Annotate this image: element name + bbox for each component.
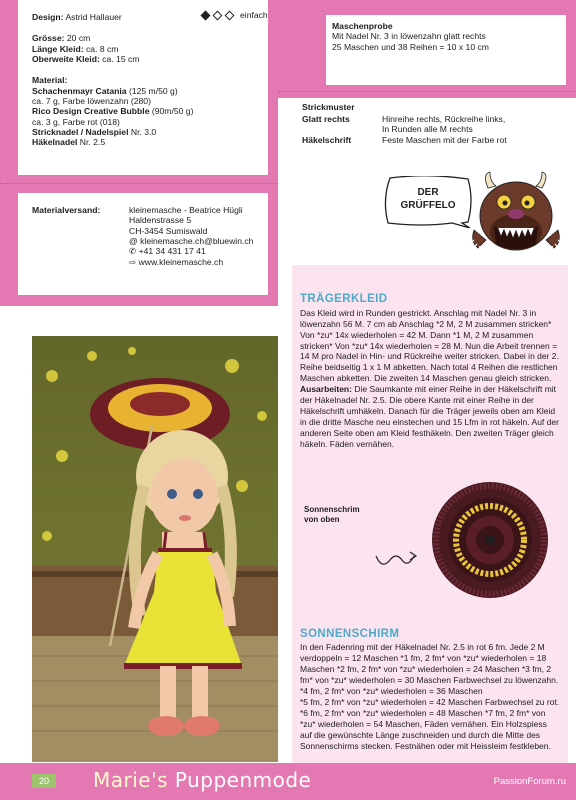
yarn1-detail: (125 m/50 g) (128, 85, 178, 96)
supplier-name: kleinemasche - Beatrice Hügli (129, 205, 243, 215)
magazine-title (93, 768, 311, 792)
top-width-value: ca. 15 cm (102, 53, 140, 64)
supplier-email[interactable]: @ kleinemasche.ch@bluewin.ch (129, 235, 254, 246)
pattern-value-crochet: Feste Maschen mit der Farbe rot (382, 134, 507, 145)
magazine-title-part1: Marie's (93, 768, 169, 792)
needle-label: Stricknadel / Nadelspiel (32, 126, 129, 137)
yarn1-row (32, 86, 268, 96)
pattern-value-stockinette-b: In Runden alle M rechts (382, 124, 473, 135)
pattern-label-crochet: Häkelschrift (302, 134, 352, 145)
gauge-box (326, 15, 566, 85)
top-width-row (32, 54, 268, 64)
doll-photo-image (32, 336, 278, 762)
difficulty-empty-icon (225, 10, 235, 20)
design-label: Design: (32, 12, 64, 22)
divider (0, 183, 278, 184)
pattern-label-stockinette: Glatt rechts (302, 114, 350, 124)
dress-length-value: ca. 8 cm (85, 43, 119, 54)
gauge-line2: 25 Maschen und 38 Reihen = 10 x 10 cm (332, 41, 489, 52)
page-number: 20 (32, 774, 56, 788)
supplier-website[interactable]: ⇨ www.kleinemasche.ch (129, 256, 224, 267)
design-value: Astrid Hallauer (65, 12, 122, 22)
needle-value: Nr. 3.0 (130, 126, 157, 137)
grueffelo-illustration (380, 170, 565, 265)
pattern-title: Strickmuster (302, 102, 355, 112)
doll-photo (32, 336, 278, 762)
supplier-box (18, 193, 268, 295)
hook-label: Häkelnadel (32, 137, 78, 148)
pink-frame-left (0, 0, 18, 306)
umbrella-caption-line1: Sonnenschrim (304, 505, 360, 514)
yarn2-detail: (90m/50 g) (151, 106, 194, 117)
hook-value: Nr. 2.5 (79, 137, 106, 148)
supplier-city: CH-3454 Sumiswald (129, 225, 208, 236)
magazine-title-part2: Puppenmode (174, 768, 312, 792)
watermark: PassionForum.ru (493, 776, 566, 787)
section-title-umbrella: SONNENSCHIRM (300, 627, 400, 640)
section-title-dress: TRÄGERKLEID (300, 293, 388, 305)
finishing-label: Ausarbeiten: (300, 384, 352, 395)
arrow-icon (376, 556, 414, 564)
umbrella-instructions-1: In den Fadenring mit der Häkelnadel Nr. 2.5 in rot 6 fm. Jede 2 M verdoppeln = 12 Maschen *1 fm, 2 fm* von *zu* wiederholen = 18 Maschen *2 fm, 2 fm* von *zu* wiederholen = 24 Maschen *3 fm, 2 fm* von *zu* wiederholen = 30 Maschen Farbwechsel zu löwenzahn. *4 fm, 2 fm* von *zu* wiederholen = 36 Maschen (300, 642, 559, 696)
yarn1-name: Schachenmayr Catania (32, 85, 127, 96)
pattern-labels (302, 114, 392, 145)
difficulty-empty-icon (213, 10, 223, 20)
divider (278, 91, 576, 92)
size-label: Grösse: (32, 33, 65, 44)
spec-box (18, 0, 268, 175)
pink-frame-right-top (268, 0, 278, 306)
pink-frame-band (0, 175, 278, 193)
dress-instructions: Das Kleid wird in Runden gestrickt. Anschlag mit Nadel Nr. 3 in löwenzahn 56 M. 7 cm ab Anschlag *2 M, 2 M zusammen stricken* Von *zu* 14x wiederholen = 42 M. Dann *1 M, 2 M zusammen stricken* Von *zu* 14x wiederholen = 28 M. Nun die Arbeit trennen = 14 M pro Nadel in Hin- und Rückreihe weiter stricken. Dabei in der 2. Reihe beidseitig 1 x 1 M abketten. Nach total 4 Reihen die restlichen Maschen abketten. Die zweiten 14 Maschen genau gleich stricken. (300, 307, 559, 384)
dress-length-row (32, 44, 268, 54)
monster-icon (468, 170, 565, 265)
material-heading: Material: (32, 75, 68, 86)
supplier-lines (129, 205, 253, 267)
pink-frame-right-edge (566, 0, 576, 98)
pattern-values (382, 114, 507, 145)
umbrella-caption (304, 505, 360, 525)
yarn2-row (32, 106, 268, 116)
dress-finishing (300, 384, 560, 449)
size-row (32, 33, 268, 43)
pattern-value-stockinette-a: Hinreihe rechts, Rückreihe links, (382, 114, 506, 124)
top-width-label: Oberweite Kleid: (32, 53, 100, 64)
umbrella-caption-line2: von oben (304, 515, 340, 524)
finishing-text: Die Saumkante mit einer Reihe in der Häkelschrift mit der Häkelnadel Nr. 2.5. Die obere Kante mit einer Reihe in der Häkelschrift umhäkeln. Danach für die Träger jeweils oben am Kleid in die dritte Masche neu einstechen und 15 Lfm in rot häkeln. Auf der anderen Seite oben am Kleid festhäkeln. Den zweiten Träger gleich häkeln. Fäden vernähen. (300, 384, 559, 449)
difficulty-indicator (200, 10, 268, 20)
yarn1-qty: ca. 7 g, Farbe löwenzahn (280) (32, 95, 151, 106)
umbrella-instructions-2: *5 fm, 2 fm* von *zu* wiederholen = 42 Maschen Farbwechsel zu rot. *6 fm, 2 fm* von *zu* wiederholen = 48 Maschen *7 fm, 2 fm* von *zu* wiederholen = 54 Maschen, Fäden vernähen. Ein Holzspiess auf die gewünschte Länge zuschneiden und durch die Mitte des Sonnenschirms stecken. Festnähen oder mit Heissleim festkleben. (300, 696, 560, 751)
size-value: 20 cm (66, 33, 91, 44)
gauge-title: Maschenprobe (332, 21, 393, 31)
grueffelo-line1: DER (417, 187, 439, 198)
needle-row (32, 127, 268, 137)
pattern-box (298, 98, 566, 156)
grueffelo-line2: GRÜFFELO (400, 200, 456, 211)
hook-row (32, 137, 268, 147)
supplier-street: Haldenstrasse 5 (129, 215, 192, 226)
gauge-line1: Mit Nadel Nr. 3 in löwenzahn glatt rechts (332, 31, 486, 42)
dress-length-label: Länge Kleid: (32, 43, 84, 54)
grueffelo-label (384, 186, 472, 212)
umbrella-top-photo (372, 482, 562, 598)
pink-frame-bottom (0, 295, 278, 306)
pink-frame-gauge-left (278, 0, 326, 98)
supplier-phone: ✆ +41 34 431 17 41 (129, 246, 206, 257)
difficulty-filled-icon (201, 10, 211, 20)
yarn2-qty: ca. 3 g, Farbe rot (018) (32, 116, 120, 127)
supplier-label: Materialversand: (32, 205, 101, 215)
difficulty-label: einfach (240, 10, 268, 20)
yarn2-name: Rico Design Creative Bubble (32, 106, 150, 117)
